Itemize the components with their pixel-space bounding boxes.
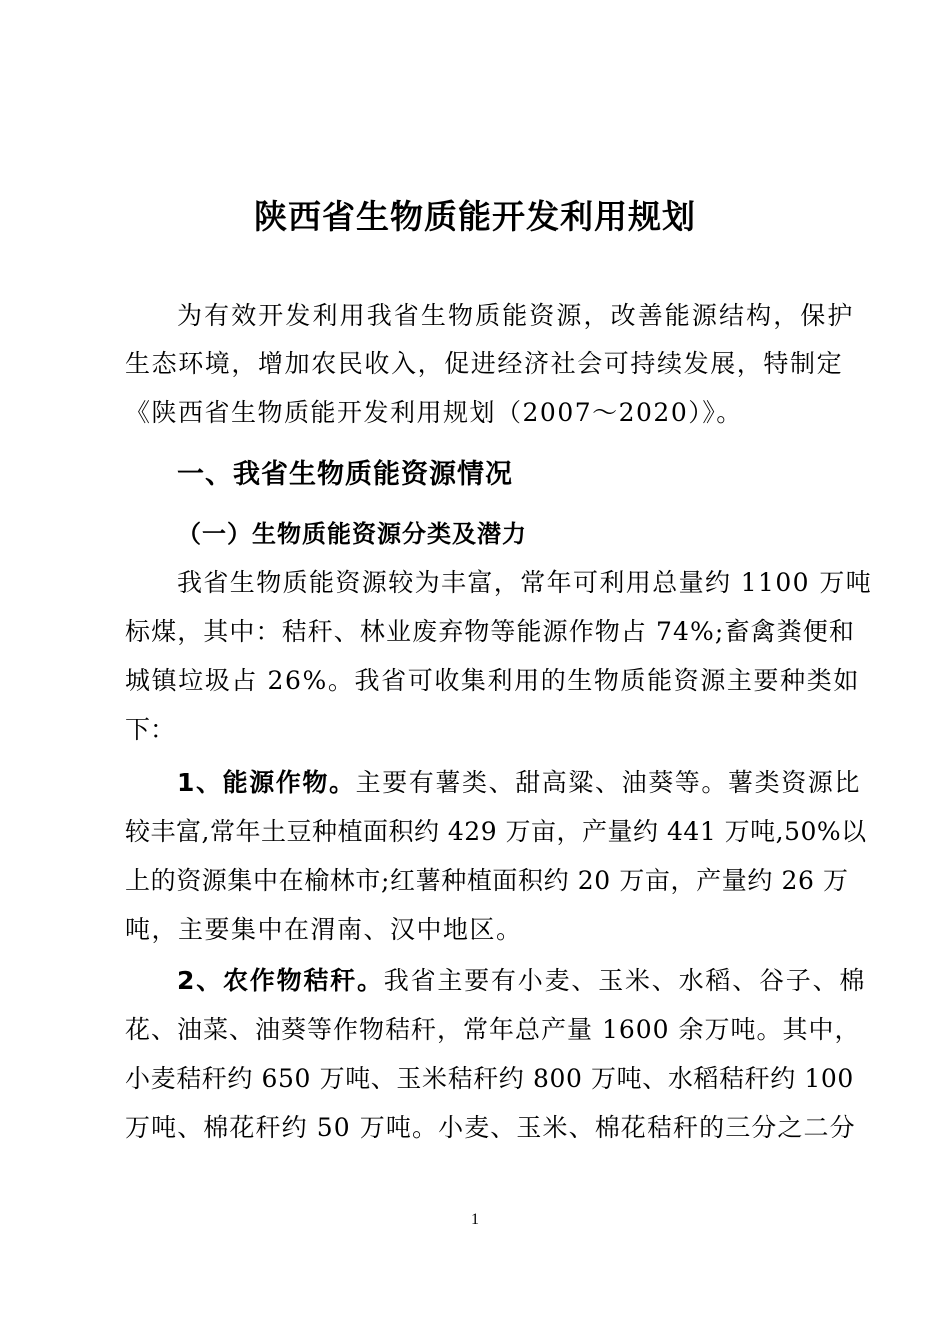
subsection-heading: （一）生物质能资源分类及潜力 bbox=[177, 520, 527, 548]
item1-line-4: 吨，主要集中在渭南、汉中地区。 bbox=[125, 915, 523, 944]
item1-line-3: 上的资源集中在榆林市;红薯种植面积约 20 万亩，产量约 26 万 bbox=[125, 866, 849, 895]
item2-line-2: 花、油菜、油葵等作物秸秆，常年总产量 1600 余万吨。其中， bbox=[125, 1015, 861, 1044]
item2-label: 2、农作物秸秆。 bbox=[177, 966, 384, 995]
para1-line-3: 城镇垃圾占 26%。我省可收集利用的生物质能资源主要种类如 bbox=[125, 666, 860, 695]
item1-text: 主要有薯类、甜高粱、油葵等。薯类资源比 bbox=[355, 768, 862, 797]
para1-line-2: 标煤，其中：秸秆、林业废弃物等能源作物占 74%;畜禽粪便和 bbox=[125, 617, 855, 646]
item2-line-4: 万吨、棉花秆约 50 万吨。小麦、玉米、棉花秸秆的三分之二分 bbox=[125, 1113, 856, 1142]
item2-text: 我省主要有小麦、玉米、水稻、谷子、棉 bbox=[383, 966, 867, 995]
item1-line-1 bbox=[177, 765, 861, 801]
intro-line-1: 为有效开发利用我省生物质能资源，改善能源结构，保护 bbox=[177, 301, 855, 330]
para1-line-4: 下： bbox=[125, 715, 176, 744]
item1-label: 1、能源作物。 bbox=[177, 768, 356, 797]
document-title: 陕西省生物质能开发利用规划 bbox=[254, 197, 696, 236]
item2-line-3: 小麦秸秆约 650 万吨、玉米秸秆约 800 万吨、水稻秸秆约 100 bbox=[125, 1064, 854, 1093]
item2-line-1 bbox=[177, 963, 866, 999]
intro-line-3: 《陕西省生物质能开发利用规划（2007～2020）》。 bbox=[125, 398, 743, 427]
section-heading: 一、我省生物质能资源情况 bbox=[177, 459, 513, 490]
page-number: 1 bbox=[471, 1211, 479, 1228]
intro-line-2: 生态环境，增加农民收入，促进经济社会可持续发展，特制定 bbox=[125, 349, 844, 378]
para1-line-1: 我省生物质能资源较为丰富，常年可利用总量约 1100 万吨 bbox=[177, 568, 873, 597]
item1-line-2: 较丰富,常年土豆种植面积约 429 万亩，产量约 441 万吨,50%以 bbox=[125, 817, 867, 846]
